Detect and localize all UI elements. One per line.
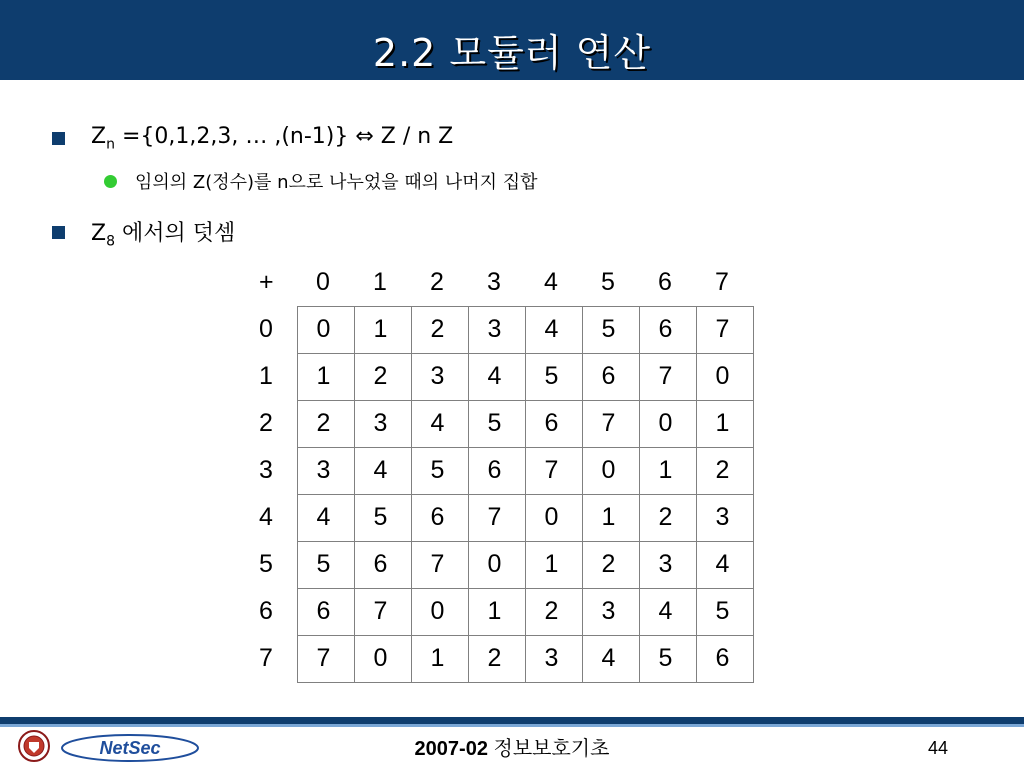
table-cell: 2 [525, 588, 582, 635]
table-cell: 1 [468, 588, 525, 635]
table-row [240, 400, 753, 447]
table-cell: 4 [468, 353, 525, 400]
table-cell: 1 [297, 353, 354, 400]
table-cell: 3 [354, 400, 411, 447]
table-cell: 7 [525, 447, 582, 494]
table-cell: 7 [468, 494, 525, 541]
table-cell: 2 [639, 494, 696, 541]
table-cell: 5 [297, 541, 354, 588]
table-cell: 2 [696, 447, 753, 494]
footer-divider-light [0, 724, 1024, 727]
table-cell: 7 [696, 306, 753, 353]
table-cell: 2 [297, 400, 354, 447]
table-cell: 3 [696, 494, 753, 541]
col-header: 0 [316, 267, 330, 296]
col-header: 3 [487, 267, 501, 296]
table-row [240, 447, 753, 494]
table-cell: 0 [411, 588, 468, 635]
table-cell: 0 [297, 306, 354, 353]
table-cell: 6 [411, 494, 468, 541]
table-cell: 5 [639, 635, 696, 682]
table-cell: 6 [582, 353, 639, 400]
row-header: 1 [259, 362, 273, 390]
table-row [240, 306, 753, 353]
table-cell: 7 [639, 353, 696, 400]
table-body [240, 306, 753, 682]
table-cell: 1 [582, 494, 639, 541]
addition-table [240, 259, 754, 683]
table-cell: 7 [297, 635, 354, 682]
table-cell: 2 [354, 353, 411, 400]
table-cell: 5 [696, 588, 753, 635]
table-row [240, 353, 753, 400]
sub-bullet-zn-description [104, 168, 537, 194]
row-header: 4 [259, 503, 273, 531]
bullet-z8-addition [52, 216, 235, 249]
table-header-row [240, 259, 753, 306]
table-cell: 3 [468, 306, 525, 353]
page-number: 44 [928, 738, 949, 758]
table-cell: 5 [468, 400, 525, 447]
table-cell: 7 [354, 588, 411, 635]
table-cell: 7 [411, 541, 468, 588]
table-cell: 4 [582, 635, 639, 682]
col-header: 7 [715, 267, 729, 296]
table-cell: 4 [525, 306, 582, 353]
table-cell: 6 [354, 541, 411, 588]
square-bullet-icon [52, 226, 65, 239]
table-cell: 2 [582, 541, 639, 588]
table-cell: 2 [411, 306, 468, 353]
table-cell: 6 [639, 306, 696, 353]
table-corner: + [259, 268, 274, 296]
table-cell: 2 [468, 635, 525, 682]
slide-title: 2.2 모듈러 연산 [372, 31, 652, 75]
table-cell: 1 [639, 447, 696, 494]
table-cell: 4 [696, 541, 753, 588]
table-row [240, 494, 753, 541]
row-header: 0 [259, 315, 273, 343]
svg-text:NetSec: NetSec [99, 738, 161, 758]
row-header: 2 [259, 409, 273, 437]
round-bullet-icon [104, 175, 117, 188]
bullet-text: $Z_8$ 에서의 덧셈 [91, 221, 236, 250]
table-cell: 6 [468, 447, 525, 494]
table-cell: 1 [696, 400, 753, 447]
table-row [240, 635, 753, 682]
bullet-zn-definition [52, 124, 453, 152]
table-cell: 4 [297, 494, 354, 541]
row-header: 3 [259, 456, 273, 484]
footer-divider [0, 717, 1024, 724]
table-cell: 0 [468, 541, 525, 588]
table-row [240, 541, 753, 588]
table-cell: 4 [411, 400, 468, 447]
table-cell: 1 [411, 635, 468, 682]
col-header: 6 [658, 267, 672, 296]
table-cell: 5 [354, 494, 411, 541]
table-cell: 3 [639, 541, 696, 588]
table-cell: 6 [696, 635, 753, 682]
col-header: 5 [601, 267, 615, 296]
table-row [240, 588, 753, 635]
table-cell: 4 [354, 447, 411, 494]
col-header: 1 [373, 267, 387, 296]
row-header: 6 [259, 597, 273, 625]
table-cell: 4 [639, 588, 696, 635]
table-cell: 0 [525, 494, 582, 541]
square-bullet-icon [52, 132, 65, 145]
table-cell: 3 [411, 353, 468, 400]
table-cell: 5 [582, 306, 639, 353]
col-header: 4 [544, 267, 558, 296]
row-header: 5 [259, 550, 273, 578]
table-cell: 5 [525, 353, 582, 400]
table-cell: 3 [525, 635, 582, 682]
table-cell: 0 [354, 635, 411, 682]
table-cell: 7 [582, 400, 639, 447]
table-cell: 5 [411, 447, 468, 494]
table-cell: 0 [696, 353, 753, 400]
table-cell: 0 [582, 447, 639, 494]
table-cell: 3 [582, 588, 639, 635]
table-cell: 1 [354, 306, 411, 353]
table-cell: 6 [297, 588, 354, 635]
table-cell: 0 [639, 400, 696, 447]
row-header: 7 [259, 644, 273, 672]
table-cell: 3 [297, 447, 354, 494]
bullet-text: $Z_n =\{0,1,2,3$, … ,(n-1)} ⇔ Z / n Z [91, 124, 454, 153]
table-cell: 1 [525, 541, 582, 588]
footer-course: 2007-02 정보보호기초 [414, 736, 610, 760]
table-cell: 6 [525, 400, 582, 447]
sub-bullet-text: 임의의 Z(정수)를 n으로 나누었을 때의 나머지 집합 [135, 172, 538, 193]
col-header: 2 [430, 267, 444, 296]
